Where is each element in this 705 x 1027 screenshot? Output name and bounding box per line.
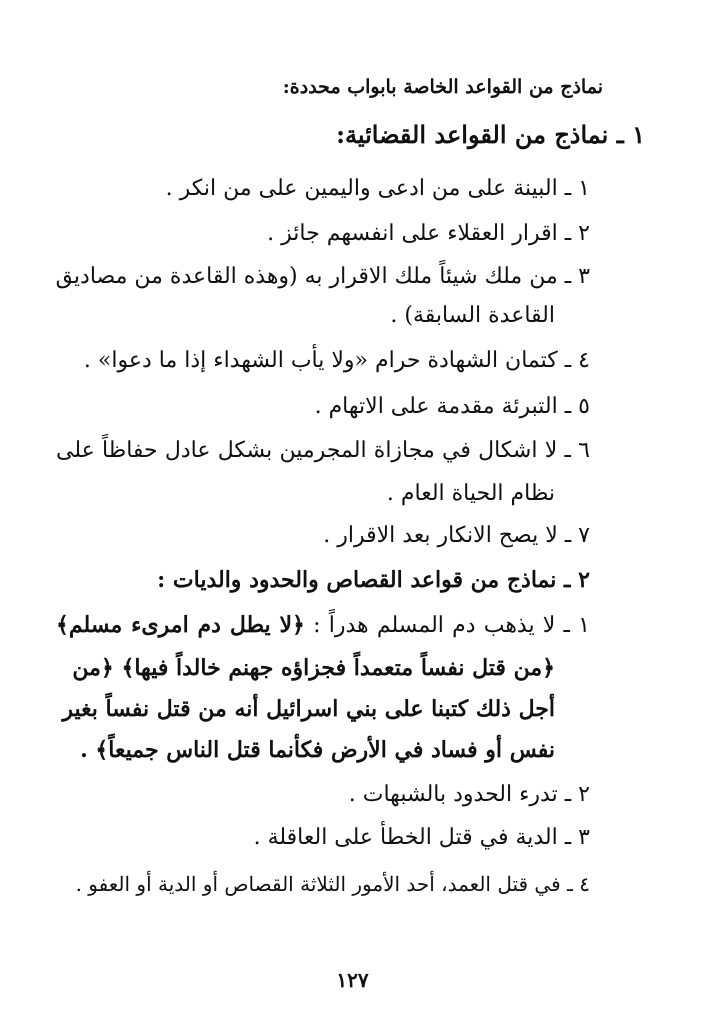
section-1-item-5: ٥ ـ التبرئة مقدمة على الاتهام .	[314, 394, 590, 419]
section-1-title: ١ ـ نماذج من القواعد القضائية:	[336, 120, 645, 149]
section-1-item-3: ٣ ـ من ملك شيئاً ملك الاقرار به (وهذه القاعدة من مصاديق	[55, 264, 590, 289]
section-1-item-2: ٢ ـ اقرار العقلاء على انفسهم جائز .	[267, 221, 590, 246]
section-1-item-6-continued: نظام الحياة العام .	[386, 481, 555, 506]
section-2-item-4: ٤ ـ في قتل العمد، أحد الأمور الثلاثة القصاص أو الدية أو العفو .	[75, 872, 590, 896]
section-2-item-1-line-4: نفس أو فساد في الأرض فكأنما قتل الناس جميعاً﴾ .	[80, 737, 555, 763]
section-2-item-2: ٢ ـ تدرء الحدود بالشبهات .	[348, 782, 590, 807]
section-2-item-1-prefix: ١ ـ لا يذهب دم المسلم هدراً :	[313, 613, 590, 638]
section-1-item-4: ٤ ـ كتمان الشهادة حرام «ولا يأب الشهداء إذا ما دعوا» .	[83, 348, 590, 373]
section-1-item-3-continued: القاعدة السابقة) .	[390, 303, 555, 328]
page-number: ١٢٧	[336, 968, 369, 992]
section-2-item-3: ٣ ـ الدية في قتل الخطأ على العاقلة .	[253, 825, 590, 850]
section-1-item-1: ١ ـ البينة على من ادعى واليمين على من انكر .	[165, 176, 590, 201]
section-2-item-1-quote: ﴿لا يطل دم امرىء مسلم﴾	[56, 612, 305, 638]
section-2-item-1-line-2: ﴿من قتل نفساً متعمداً فجزاؤه جهنم خالداً فيها﴾ ﴿من	[72, 655, 555, 681]
section-1-item-6: ٦ ـ لا اشكال في مجازاة المجرمين بشكل عادل حفاظاً على	[56, 438, 590, 463]
section-1-item-7: ٧ ـ لا يصح الانكار بعد الاقرار .	[323, 523, 590, 548]
section-2-item-1	[56, 608, 705, 643]
section-2-title: ٢ ـ نماذج من قواعد القصاص والحدود والديات :	[157, 567, 590, 593]
section-2-item-1-line-3: أجل ذلك كتبنا على بني اسرائيل أنه من قتل نفساً بغير	[62, 696, 555, 722]
section-intro-heading: نماذج من القواعد الخاصة بابواب محددة:	[282, 76, 603, 98]
